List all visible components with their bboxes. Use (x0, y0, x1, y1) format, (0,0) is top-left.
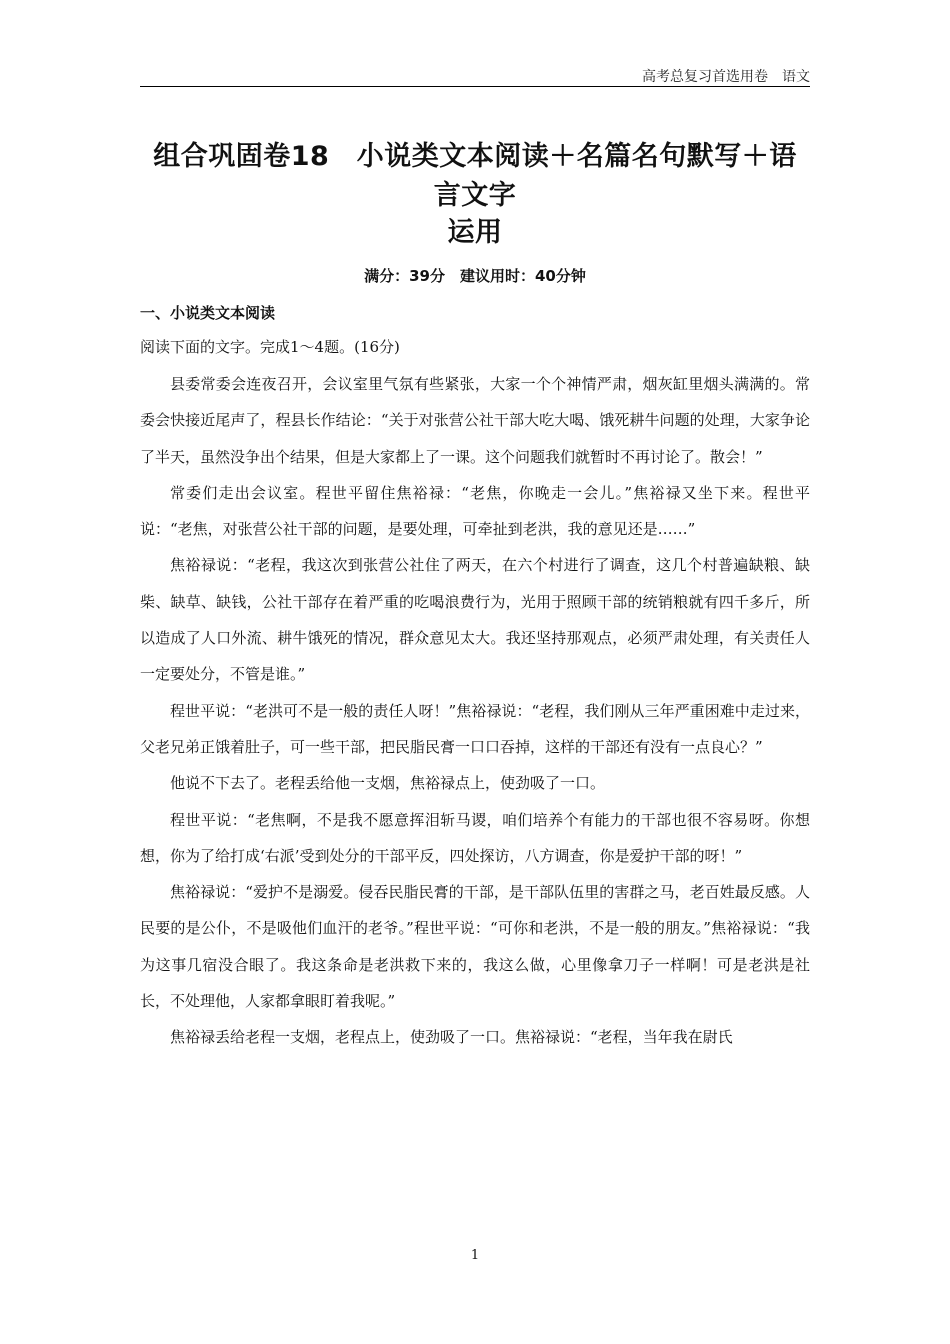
reading-instruction: 阅读下面的文字。完成1～4题。(16分) (140, 338, 400, 356)
section-heading: 一、小说类文本阅读 (140, 304, 276, 322)
passage-paragraph: 焦裕禄说：“老程，我这次到张营公社住了两天，在六个村进行了调查，这几个村普遍缺粮、缺柴、缺草、缺钱，公社干部存在着严重的吃喝浪费行为，光用于照顾干部的统销粮就有四千多斤，所以造成了人口外流、耕牛饿死的情况，群众意见太大。我还坚持那观点，必须严肃处理，有关责任人一定要处分，不管是谁。” (140, 556, 810, 684)
page-number: 1 (470, 1248, 480, 1263)
running-header: 高考总复习首选用卷 语文 (642, 69, 810, 85)
header-divider (140, 86, 810, 87)
document-title-line-1: 组合巩固卷18 小说类文本阅读＋名篇名句默写＋语言文字 (153, 141, 797, 211)
document-title-line-2: 运用 (447, 217, 503, 248)
passage-paragraph: 县委常委会连夜召开，会议室里气氛有些紧张，大家一个个神情严肃，烟灰缸里烟头满满的。常委会快接近尾声了，程县长作结论：“关于对张营公社干部大吃大喝、饿死耕牛问题的处理，大家争论了半天，虽然没争出个结果，但是大家都上了一课。这个问题我们就暂时不再讨论了。散会！” (140, 375, 810, 466)
passage-paragraph: 常委们走出会议室。程世平留住焦裕禄：“老焦，你晚走一会儿。”焦裕禄又坐下来。程世平说：“老焦，对张营公社干部的问题，是要处理，可牵扯到老洪，我的意见还是……” (140, 483, 810, 539)
passage-body (140, 366, 810, 1056)
score-time-info: 满分：39分 建议用时：40分钟 (364, 267, 586, 285)
passage-paragraph: 程世平说：“老焦啊，不是我不愿意挥泪斩马谡，咱们培养个有能力的干部也很不容易呀。你想想，你为了给打成‘右派’受到处分的干部平反，四处探访，八方调查，你是爱护干部的呀！” (140, 810, 810, 865)
passage-paragraph: 焦裕禄丢给老程一支烟，老程点上，使劲吸了一口。焦裕禄说：“老程，当年我在尉氏 (170, 1028, 733, 1047)
passage-paragraph: 焦裕禄说：“爱护不是溺爱。侵吞民脂民膏的干部，是干部队伍里的害群之马，老百姓最反感。人民要的是公仆，不是吸他们血汗的老爷。”程世平说：“可你和老洪，不是一般的朋友。”焦裕禄说：“我为这事几宿没合眼了。我这条命是老洪救下来的，我这么做，心里像拿刀子一样啊！可是老洪是社长，不处理他，人家都拿眼盯着我呢。” (140, 883, 810, 1011)
passage-paragraph: 他说不下去了。老程丢给他一支烟，焦裕禄点上，使劲吸了一口。 (170, 774, 606, 793)
passage-paragraph: 程世平说：“老洪可不是一般的责任人呀！”焦裕禄说：“老程，我们刚从三年严重困难中走过来，父老兄弟正饿着肚子，可一些干部，把民脂民膏一口口吞掉，这样的干部还有没有一点良心？” (140, 701, 810, 756)
